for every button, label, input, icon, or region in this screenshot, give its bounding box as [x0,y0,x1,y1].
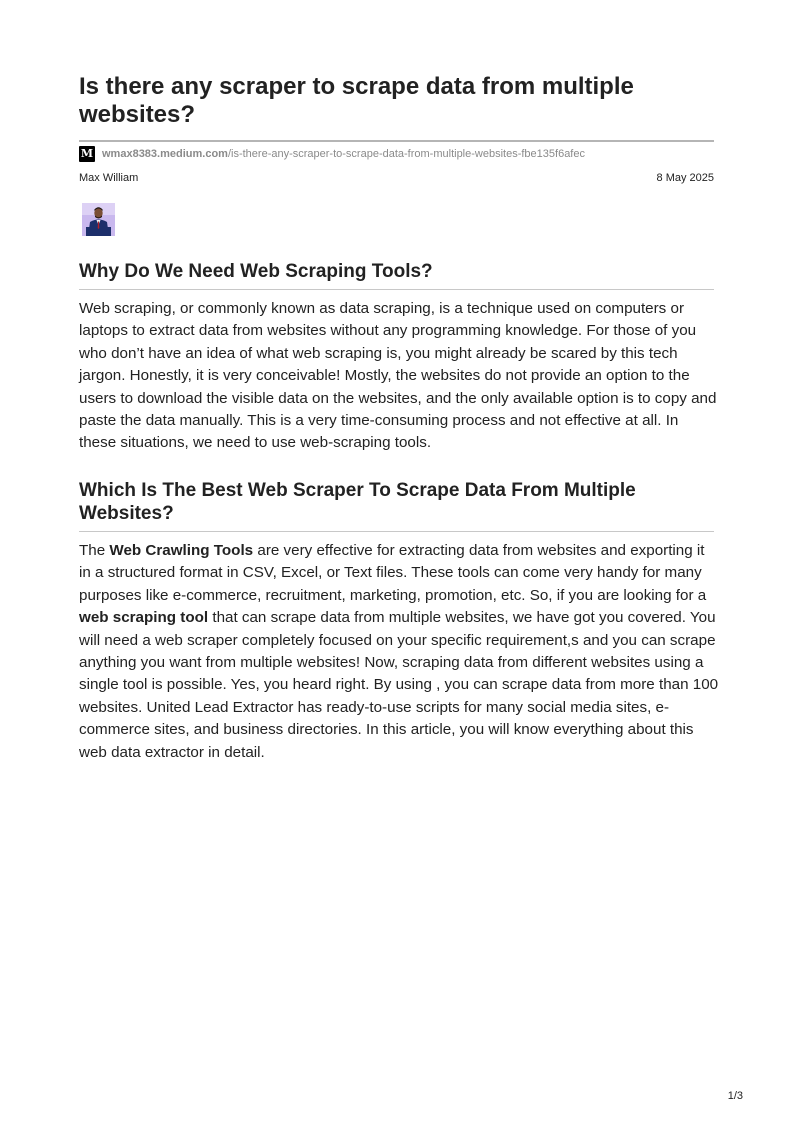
author-avatar [82,203,115,236]
paragraph-text: are very effective for extracting data from websites and exporting it in a structured format in CSV, Excel, or Text files. These tools can come very handy for many purposes like e-commerce, recruitment, marketing, promotion, etc. So, if you are looking for a [79,542,707,604]
article-title: Is there any scraper to scrape data from multiple websites? [79,73,634,128]
title-divider [79,140,714,142]
source-host[interactable]: wmax8383.medium.com [102,148,228,160]
author-name: Max William [79,172,139,184]
source-url[interactable] [102,148,585,160]
section-paragraph: Web scraping, or commonly known as data scraping, is a technique used on computers or laptops to extract data from websites without any programming knowledge. For those of you who don’t have an idea of what web scraping is, you might already be scared by this tech jargon. Honestly, it is very conceivable! Mostly, the websites do not provide an option to the users to download the visible data on the websites, and the only available option is to copy and paste the data manually. This is a very time-consuming process and not effective at all. In these situations, we need to use web-scraping tools. [79,300,717,452]
section-divider [79,531,714,532]
paragraph-text: The [79,542,106,559]
source-line[interactable] [79,146,714,162]
section-divider [79,289,714,290]
bold-term-web-scraping-tool: web scraping tool [79,609,209,627]
section-heading: Which Is The Best Web Scraper To Scrape Data From Multiple Websites? [79,480,636,524]
source-path[interactable]: /is-there-any-scraper-to-scrape-data-from-multiple-websites-fbe135f6afec [227,148,585,160]
section-paragraph [79,540,719,764]
section-heading: Why Do We Need Web Scraping Tools? [79,261,433,282]
page-number: 1/3 [727,1090,743,1102]
paragraph-text: that can scrape data from multiple websites, we have got you covered. You will need a web scraper completely focused on your specific requirement,s and you can scrape anything you want from multiple websites! Now, scraping data from different websites using a single tool is possible. Yes, you heard right. By using , you can scrape data from more than 100 websites. United Lead Extractor has ready-to-use scripts for many social media sites, e-commerce sites, and business directories. In this article, you will know everything about this web data extractor in detail. [79,609,719,761]
publish-date: 8 May 2025 [656,172,714,184]
bold-term-web-crawling-tools: Web Crawling Tools [109,542,254,559]
medium-logo-icon: M [80,147,94,160]
